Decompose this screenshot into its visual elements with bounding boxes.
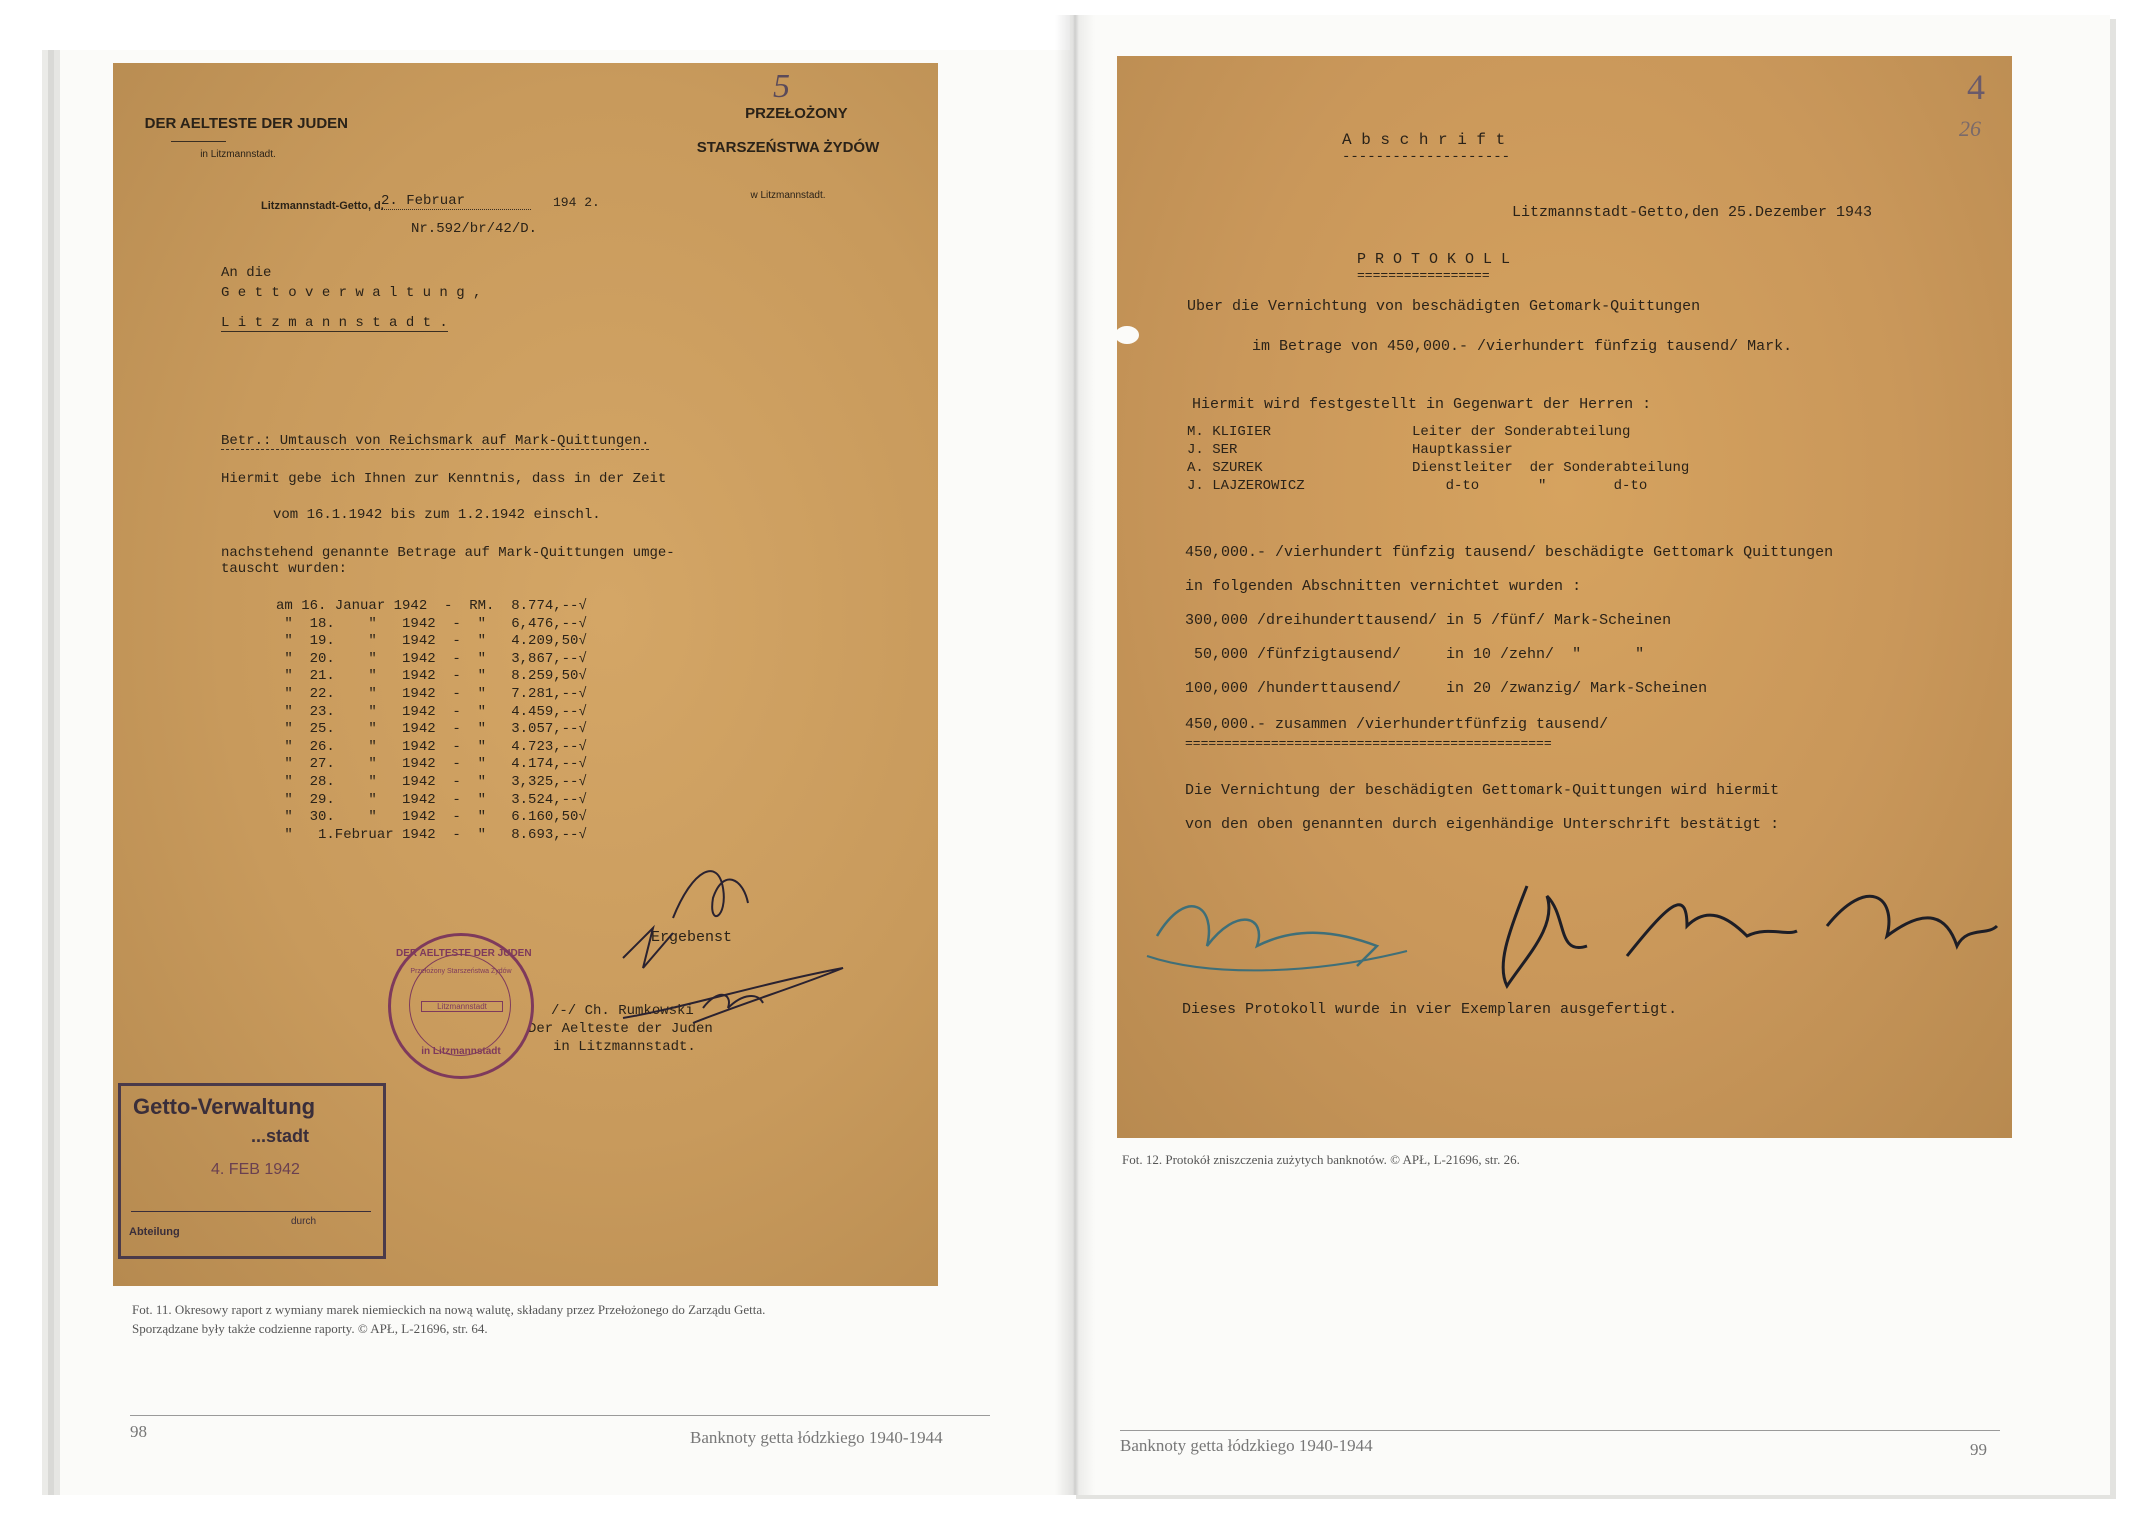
- line-9-underline: ===============================================: [1185, 736, 1552, 751]
- rect-stamp-title: Getto-Verwaltung: [133, 1094, 316, 1119]
- letterhead-right-title-2: STARSZEŃSTWA ŻYDÓW: [696, 139, 880, 156]
- table-row: " 21. " 1942 - " 8.259,50√: [276, 668, 587, 685]
- page-number-right: 99: [1970, 1440, 1987, 1459]
- line-5: in folgenden Abschnitten vernichtet wurden :: [1185, 578, 1582, 595]
- rect-stamp-dept: Abteilung: [129, 1226, 180, 1238]
- person-role: Hauptkassier: [1412, 442, 1513, 458]
- handwritten-folio: 4: [1967, 67, 1985, 107]
- table-row: " 25. " 1942 - " 3.057,--√: [276, 721, 587, 738]
- table-row: am 16. Januar 1942 - RM. 8.774,--√: [276, 598, 587, 614]
- page-number-left: 98: [130, 1422, 147, 1441]
- line-8: 100,000 /hunderttausend/ in 20 /zwanzig/ Mark-Scheinen: [1185, 680, 1708, 697]
- person-name: M. KLIGIER: [1187, 424, 1272, 440]
- table-row: " 29. " 1942 - " 3.524,--√: [276, 791, 587, 808]
- addressee-line-2: G e t t o v e r w a l t u n g ,: [221, 285, 482, 301]
- body-line-2: vom 16.1.1942 bis zum 1.2.1942 einschl.: [273, 507, 601, 523]
- running-title-left: Banknoty getta łódzkiego 1940-1944: [690, 1428, 943, 1447]
- caption-fot-11: [132, 1300, 992, 1338]
- rect-stamp-date: 4. FEB 1942: [211, 1161, 300, 1178]
- book-gutter: [1055, 15, 1095, 1495]
- person-role: Leiter der Sonderabteilung: [1412, 424, 1631, 440]
- rectangular-stamp: [118, 1083, 386, 1259]
- table-row: " 1.Februar 1942 - " 8.693,--√: [276, 826, 587, 843]
- protokoll-title: P R O T O K O L L: [1357, 251, 1511, 268]
- running-title-right: Banknoty getta łódzkiego 1940-1944: [1120, 1436, 1373, 1455]
- letterhead-right-title: PRZEŁOŻONY: [745, 105, 848, 122]
- line-3: Hiermit wird festgestellt in Gegenwart der Herren :: [1192, 396, 1652, 413]
- line-6: 300,000 /dreihunderttausend/ in 5 /fünf/ Mark-Scheinen: [1185, 612, 1672, 629]
- line-7: 50,000 /fünfzigtausend/ in 10 /zehn/ " ": [1185, 646, 1645, 663]
- closing: Ergebenst: [651, 929, 733, 946]
- round-stamp-inner-text: Przełożony Starszeństwa Żydów: [410, 968, 512, 975]
- doc-title: A b s c h r i f t: [1342, 131, 1506, 149]
- body-line-1: Hiermit gebe ich Ihnen zur Kenntnis, dass in der Zeit: [221, 471, 667, 487]
- doc-title-underline: --------------------: [1342, 149, 1511, 165]
- place-line: Litzmannstadt-Getto, d.: [261, 200, 384, 212]
- divider: [171, 141, 226, 142]
- rect-stamp-rule: [131, 1211, 371, 1212]
- dateline: Litzmannstadt-Getto,den 25.Dezember 1943: [1512, 204, 1873, 221]
- line-1: Uber die Vernichtung von beschädigten Getomark-Quittungen: [1187, 298, 1701, 315]
- line-4: 450,000.- /vierhundert fünfzig tausend/ beschädigte Gettomark Quittungen: [1185, 544, 1834, 561]
- table-row: " 30. " 1942 - " 6.160,50√: [276, 809, 587, 826]
- footer-rule-right: [1120, 1430, 2000, 1431]
- punch-hole: [1117, 326, 1139, 344]
- table-row: " 28. " 1942 - " 3,325,--√: [276, 774, 587, 790]
- reference-number: Nr.592/br/42/D.: [411, 221, 538, 237]
- letterhead-left-sub: in Litzmannstadt.: [200, 149, 276, 160]
- signer-line-2: Der Aelteste der Juden: [528, 1021, 713, 1037]
- rect-stamp-city: ...stadt: [251, 1126, 310, 1146]
- table-row: " 20. " 1942 - " 3,867,--√: [276, 650, 587, 667]
- table-row: " 26. " 1942 - " 4.723,--√: [276, 738, 587, 755]
- table-row: " 19. " 1942 - " 4.209,50√: [276, 633, 587, 650]
- handwritten-page: 26: [1959, 116, 1981, 141]
- person-name: J. LAJZEROWICZ: [1187, 478, 1305, 494]
- person-role: d-to " d-to: [1412, 478, 1648, 494]
- signer-line-3: in Litzmannstadt.: [553, 1039, 696, 1055]
- letterhead-left: [118, 98, 358, 194]
- document-photo-right: [1117, 56, 2012, 1138]
- line-12: Dieses Protokoll wurde in vier Exemplaren ausgefertigt.: [1182, 1001, 1678, 1018]
- person-name: A. SZUREK: [1187, 460, 1263, 476]
- footer-rule-left: [130, 1415, 990, 1416]
- signer-line-1: /-/ Ch. Rumkowski: [551, 1003, 694, 1019]
- document-photo-left: [113, 63, 938, 1286]
- caption-fot-12: Fot. 12. Protokół zniszczenia zużytych banknotów. © APŁ, L-21696, str. 26.: [1122, 1152, 1520, 1167]
- round-stamp-bottom: in Litzmannstadt: [421, 1046, 501, 1057]
- handwritten-signatures: [543, 808, 938, 1068]
- table-row: " 23. " 1942 - " 4.459,--√: [276, 703, 587, 720]
- body-line-3: nachstehend genannte Betrage auf Mark-Quittungen umge-: [221, 545, 675, 561]
- letterhead-right: [678, 88, 898, 235]
- caption-fot-11-line-2: Sporządzane były także codzienne raporty. © APŁ, L-21696, str. 64.: [132, 1321, 488, 1336]
- caption-fot-11-line-1: Fot. 11. Okresowy raport z wymiany marek niemieckich na nową walutę, składany przez Przełożonego do Zarządu Getta.: [132, 1302, 766, 1317]
- year: 194 2.: [553, 195, 600, 210]
- addressee-line-1: An die: [221, 265, 272, 281]
- line-11: von den oben genannten durch eigenhändige Unterschrift bestätigt :: [1185, 816, 1780, 833]
- round-stamp-center: Litzmannstadt: [421, 1001, 503, 1012]
- handwritten-number: 5: [773, 68, 790, 105]
- table-row: " 18. " 1942 - " 6,476,--√: [276, 615, 587, 632]
- round-stamp: [388, 933, 534, 1079]
- table-row: " 27. " 1942 - " 4.174,--√: [276, 756, 587, 773]
- subject-line: Betr.: Umtausch von Reichsmark auf Mark-Quittungen.: [221, 433, 650, 449]
- letterhead-right-sub: w Litzmannstadt.: [750, 190, 826, 201]
- person-role: Dienstleiter der Sonderabteilung: [1412, 460, 1690, 476]
- date-written: 2. Februar: [381, 193, 531, 210]
- line-2: im Betrage von 450,000.- /vierhundert fünfzig tausend/ Mark.: [1252, 338, 1793, 355]
- round-stamp-outer-text: DER AELTESTE DER JUDEN: [396, 948, 532, 959]
- line-9: 450,000.- zusammen /vierhundertfünfzig tausend/: [1185, 716, 1609, 733]
- table-row: " 22. " 1942 - " 7.281,--√: [276, 686, 587, 702]
- rect-stamp-durch: durch: [291, 1216, 317, 1227]
- person-name: J. SER: [1187, 442, 1238, 458]
- line-10: Die Vernichtung der beschädigten Gettomark-Quittungen wird hiermit: [1185, 782, 1780, 799]
- letterhead-left-title: DER AELTESTE DER JUDEN: [144, 115, 349, 132]
- addressee-line-3: L i t z m a n n s t a d t .: [221, 315, 448, 331]
- body-line-4: tauscht wurden:: [221, 561, 348, 577]
- protokoll-underline: =================: [1357, 268, 1490, 283]
